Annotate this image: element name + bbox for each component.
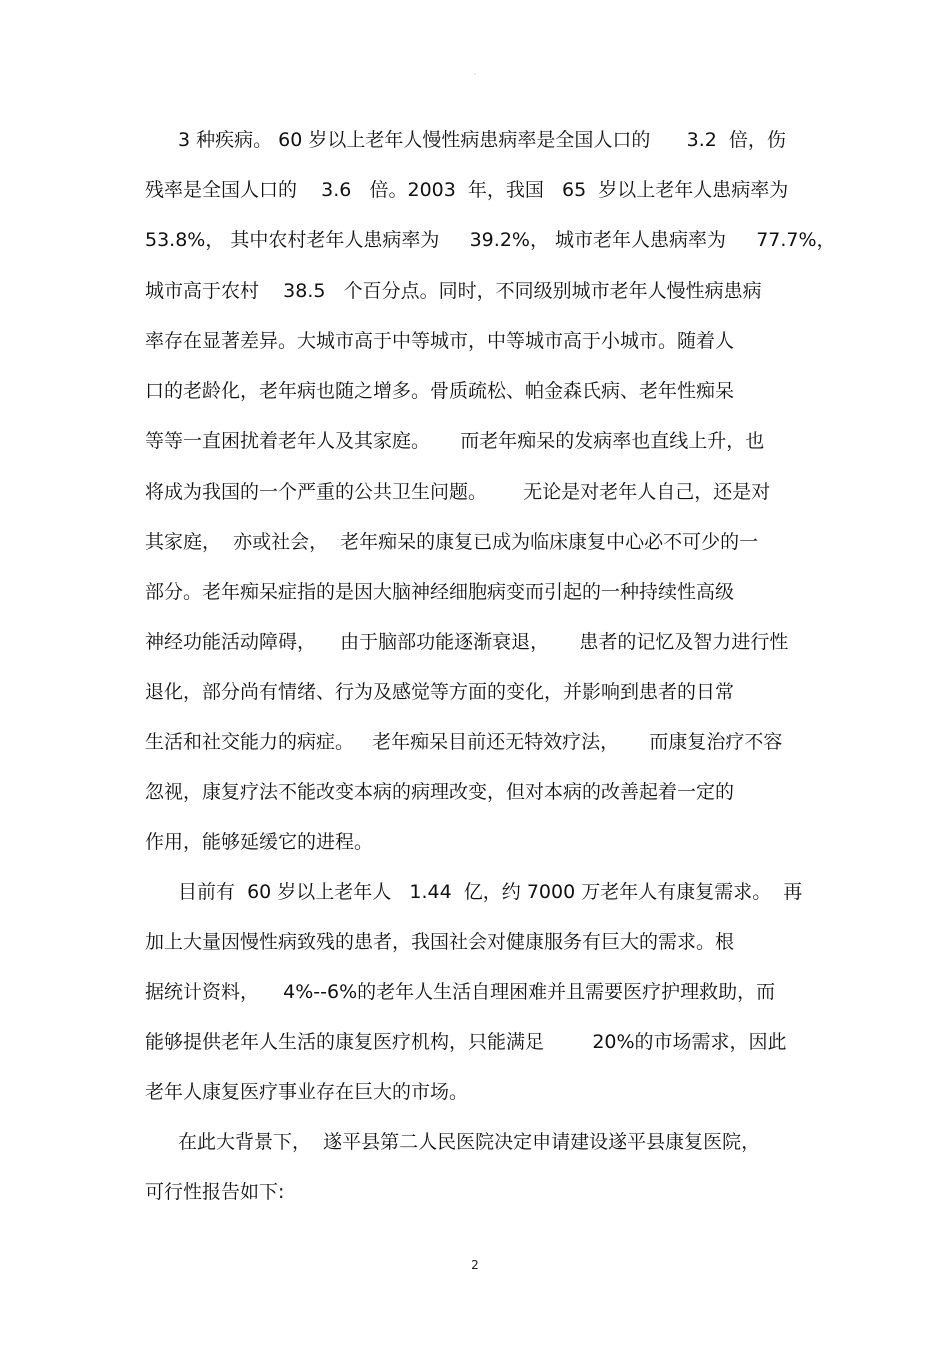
body-line: 口的老龄化，老年病也随之增多。骨质疏松、帕金森氏病、老年性痴呆: [145, 380, 735, 402]
body-line: 能够提供老年人生活的康复医疗机构，只能满足 20%的市场需求，因此: [145, 1031, 787, 1053]
body-line: 率存在显著差异。大城市高于中等城市，中等城市高于小城市。随着人: [145, 330, 735, 352]
body-line: 退化，部分尚有情绪、行为及感觉等方面的变化，并影响到患者的日常: [145, 681, 735, 703]
body-line: 据统计资料， 4%--6%的老年人生活自理困难并且需要医疗护理救助，而: [145, 981, 776, 1003]
body-line: 其家庭， 亦或社会， 老年痴呆的康复已成为临床康复中心必不可少的一: [145, 531, 759, 553]
body-line: 53.8%， 其中农村老年人患病率为 39.2%， 城市老年人患病率为 77.7%，: [145, 229, 836, 251]
body-line: 忽视，康复疗法不能改变本病的病理改变，但对本病的改善起着一定的: [145, 781, 735, 803]
body-line: 将成为我国的一个严重的公共卫生问题。 无论是对老年人自己，还是对: [145, 481, 771, 503]
body-line: 目前有 60 岁以上老年人 1.44 亿，约 7000 万老年人有康复需求。 再: [178, 881, 803, 903]
body-line: 城市高于农村 38.5 个百分点。同时，不同级别城市老年人慢性病患病: [145, 280, 762, 302]
body-line: 在此大背景下， 遂平县第二人民医院决定申请建设遂平县康复医院，: [178, 1131, 761, 1153]
body-line: 加上大量因慢性病致残的患者，我国社会对健康服务有巨大的需求。根: [145, 931, 735, 953]
header-mark: ·: [473, 70, 477, 79]
body-line: 3 种疾病。 60 岁以上老年人慢性病患病率是全国人口的 3.2 倍，伤: [178, 129, 786, 151]
body-line: 可行性报告如下:: [145, 1181, 285, 1203]
body-line: 等等一直困扰着老年人及其家庭。 而老年痴呆的发病率也直线上升，也: [145, 430, 765, 452]
body-line: 残率是全国人口的 3.6 倍。2003 年，我国 65 岁以上老年人患病率为: [145, 179, 789, 201]
page-number: 2: [471, 1258, 479, 1272]
body-line: 生活和社交能力的病症。 老年痴呆目前还无特效疗法， 而康复治疗不容: [145, 731, 783, 753]
body-line: 部分。老年痴呆症指的是因大脑神经细胞病变而引起的一种持续性高级: [145, 581, 735, 603]
body-line: 神经功能活动障碍， 由于脑部功能逐渐衰退， 患者的记忆及智力进行性: [145, 631, 789, 653]
body-line: 老年人康复医疗事业存在巨大的市场。: [145, 1081, 469, 1103]
body-line: 作用，能够延缓它的进程。: [145, 831, 374, 853]
